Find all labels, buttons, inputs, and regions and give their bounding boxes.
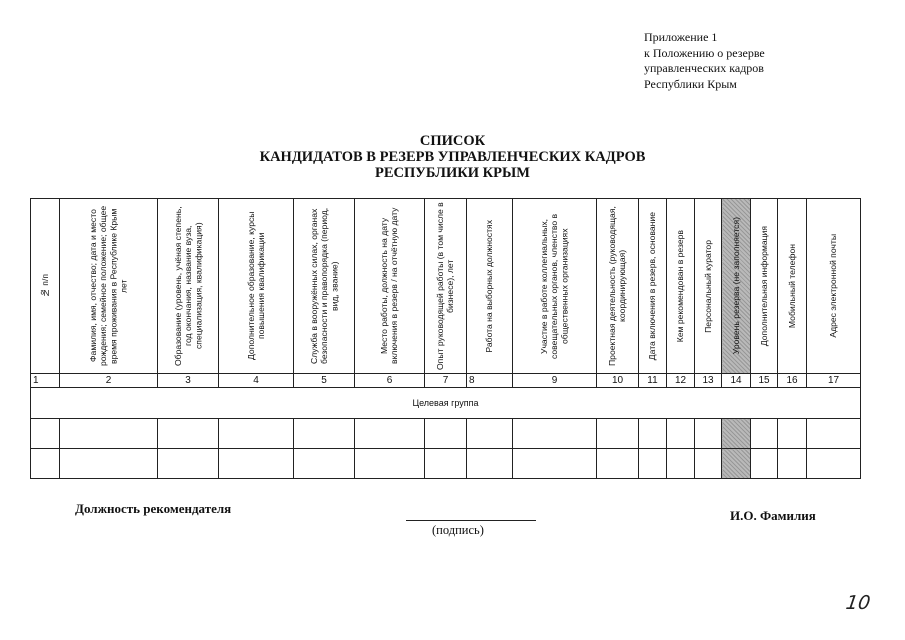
header-cell-16	[778, 199, 807, 374]
column-number: 1	[31, 374, 60, 388]
header-label: Место работы, должность на дату включения в резерв / на отчётную дату	[379, 207, 400, 365]
column-number: 3	[158, 374, 219, 388]
table-cell	[31, 419, 60, 449]
table-cell	[355, 419, 425, 449]
header-cell-3	[158, 199, 219, 374]
header-label: Работа на выборных должностях	[484, 219, 495, 353]
group-row	[31, 388, 861, 419]
title-line-3: РЕСПУБЛИКИ КРЫМ	[375, 165, 530, 181]
column-number: 4	[219, 374, 294, 388]
table-cell	[722, 419, 751, 449]
signature-caption: (подпись)	[432, 523, 484, 537]
table-cell	[778, 449, 807, 479]
column-number: 9	[513, 374, 597, 388]
table-cell	[667, 449, 695, 479]
header-label: Адрес электронной почты	[828, 234, 839, 338]
header-cell-8	[467, 199, 513, 374]
table-cell	[778, 419, 807, 449]
header-row	[31, 199, 861, 374]
table-cell	[467, 419, 513, 449]
header-cell-14	[722, 199, 751, 374]
column-number: 12	[667, 374, 695, 388]
column-number: 2	[60, 374, 158, 388]
table-cell	[722, 449, 751, 479]
recommender-position: Должность рекомендателя	[75, 501, 232, 516]
document-title	[0, 133, 905, 181]
table-row	[31, 419, 861, 449]
column-number: 10	[597, 374, 639, 388]
header-cell-12	[667, 199, 695, 374]
table-cell	[219, 449, 294, 479]
header-label: Дополнительная информация	[758, 225, 769, 347]
header-label: Служба в вооружённых силах, органах безопасности и правопорядка (период, вид, звание)	[308, 207, 340, 365]
header-label: Проектная деятельность (руководящая, координирующая)	[607, 206, 628, 366]
table-cell	[31, 449, 60, 479]
header-label: Опыт руководящей работы (в том числе в бизнесе), лет	[435, 202, 456, 370]
table-cell	[667, 419, 695, 449]
header-label: Дата включения в резерв, основание	[647, 211, 658, 361]
table-cell	[597, 419, 639, 449]
appendix-line-2: к Положению о резерве	[644, 45, 765, 60]
column-number: 8	[467, 374, 513, 388]
table-cell	[158, 419, 219, 449]
table-cell	[695, 449, 722, 479]
column-number: 14	[722, 374, 751, 388]
header-cell-2	[60, 199, 158, 374]
table-cell	[639, 449, 667, 479]
header-label: Мобильный телефон	[786, 243, 797, 329]
table-cell	[60, 449, 158, 479]
table-cell	[158, 449, 219, 479]
title-line-2: КАНДИДАТОВ В РЕЗЕРВ УПРАВЛЕНЧЕСКИХ КАДРОВ	[259, 149, 646, 165]
header-cell-10	[597, 199, 639, 374]
table-cell	[751, 419, 778, 449]
group-label: Целевая группа	[31, 388, 861, 419]
candidates-table	[30, 198, 861, 479]
recommender-name: И.О. Фамилия	[730, 508, 816, 523]
header-cell-5	[294, 199, 355, 374]
header-cell-9	[513, 199, 597, 374]
table-cell	[219, 419, 294, 449]
column-number: 7	[425, 374, 467, 388]
column-number: 15	[751, 374, 778, 388]
table-cell	[425, 449, 467, 479]
column-number: 5	[294, 374, 355, 388]
column-number: 6	[355, 374, 425, 388]
header-cell-15	[751, 199, 778, 374]
header-label: Фамилия, имя, отчество; дата и место рождения; семейное положение; общее время проживания в Республике Крым лет	[88, 205, 129, 367]
header-cell-7	[425, 199, 467, 374]
table-cell	[355, 449, 425, 479]
table-cell	[639, 419, 667, 449]
appendix-line-3: управленческих кадров	[644, 61, 764, 75]
table-cell	[751, 449, 778, 479]
page-number: 10	[844, 592, 872, 614]
column-number: 17	[807, 374, 861, 388]
signature-line	[406, 520, 536, 521]
header-cell-13	[695, 199, 722, 374]
table-cell	[695, 419, 722, 449]
table-cell	[807, 419, 861, 449]
table-cell	[513, 419, 597, 449]
header-label: Уровень резерва (не заполняется)	[730, 217, 741, 355]
header-cell-11	[639, 199, 667, 374]
table-cell	[294, 449, 355, 479]
appendix-line-1: Приложение 1	[644, 30, 718, 44]
table-cell	[467, 449, 513, 479]
header-label: Кем рекомендован в резерв	[675, 229, 686, 343]
table-cell	[597, 449, 639, 479]
header-label: № п/п	[39, 273, 50, 299]
header-label: Образование (уровень, учёная степень, год окончания, название вуза, специализация, квалификация)	[172, 206, 204, 366]
table-cell	[60, 419, 158, 449]
table-cell	[425, 419, 467, 449]
appendix-line-4: Республики Крым	[644, 76, 737, 91]
title-line-1: СПИСОК	[419, 133, 486, 149]
header-cell-6	[355, 199, 425, 374]
column-number: 13	[695, 374, 722, 388]
header-cell-4	[219, 199, 294, 374]
header-label: Участие в работе коллегиальных, совещательных органов, членство в общественных организациях	[539, 213, 570, 359]
column-number: 16	[778, 374, 807, 388]
table-cell	[807, 449, 861, 479]
header-label: Персональный куратор	[702, 239, 713, 333]
table-cell	[294, 419, 355, 449]
header-cell-1	[31, 199, 60, 374]
header-cell-17	[807, 199, 861, 374]
table-cell	[513, 449, 597, 479]
header-label: Дополнительное образование, курсы повышения квалификации	[245, 211, 266, 361]
column-number-row	[31, 374, 861, 388]
column-number: 11	[639, 374, 667, 388]
table-row	[31, 449, 861, 479]
appendix-note	[644, 30, 765, 92]
